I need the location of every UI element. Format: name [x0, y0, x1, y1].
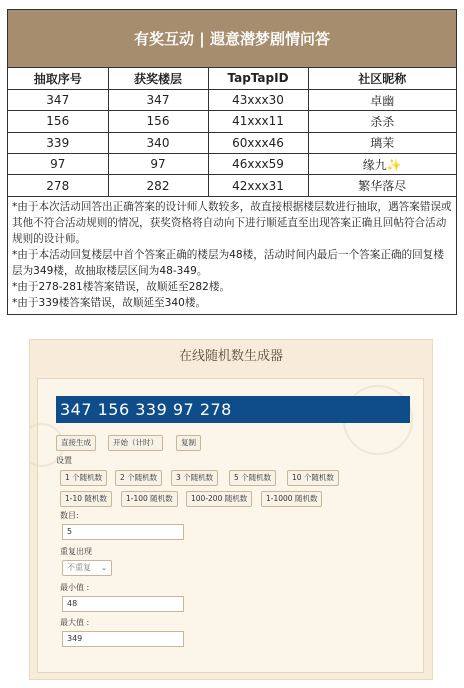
chevron-down-icon: ⌄ [101, 564, 107, 572]
cell-taptap-id: 43xxx30 [208, 89, 308, 110]
column-header-draw-number: 抽取序号 [8, 68, 108, 89]
cell-winning-floor: 340 [108, 132, 208, 153]
range-1-100-button[interactable]: 1-100 随机数 [121, 491, 178, 507]
cell-taptap-id: 46xxx59 [208, 154, 308, 175]
cell-draw-number: 339 [8, 132, 108, 153]
copy-button[interactable]: 复制 [176, 435, 201, 451]
table-row [8, 89, 456, 110]
cell-draw-number: 347 [8, 89, 108, 110]
lottery-results-notice [7, 9, 457, 315]
cell-draw-number: 156 [8, 111, 108, 132]
note-line: *由于本活动回复楼层中首个答案正确的楼层为48楼，活动时间内最后一个答案正确的回复楼层为349楼，故抽取楼层区间为48-349。 [12, 248, 444, 277]
winners-table [8, 68, 456, 197]
min-label: 最小值 : [60, 583, 90, 592]
table-header-row [8, 68, 456, 89]
start-timer-button[interactable]: 开始（计时） [108, 435, 163, 451]
preset-1-number-button[interactable]: 1 个随机数 [60, 470, 107, 486]
max-label: 最大值 : [60, 618, 90, 627]
preset-5-numbers-button[interactable]: 5 个随机数 [229, 470, 276, 486]
cell-nickname: 璃茉 [308, 132, 456, 153]
cell-taptap-id: 42xxx31 [208, 175, 308, 196]
range-1-10-button[interactable]: 1-10 随机数 [60, 491, 112, 507]
cell-nickname: 卓幽 [308, 89, 456, 110]
rules-notes [8, 197, 456, 314]
generator-panel [37, 378, 424, 673]
repeat-select[interactable] [62, 560, 112, 576]
cell-winning-floor: 347 [108, 89, 208, 110]
note-line: *由于278-281楼答案错误，故顺延至282楼。 [12, 280, 231, 293]
preset-10-numbers-button[interactable]: 10 个随机数 [287, 470, 339, 486]
table-row [8, 154, 456, 175]
preset-3-numbers-button[interactable]: 3 个随机数 [171, 470, 218, 486]
table-row [8, 111, 456, 132]
cell-winning-floor: 97 [108, 154, 208, 175]
settings-label: 设置 [56, 456, 72, 465]
table-row [8, 132, 456, 153]
repeat-label: 重复出现 [60, 547, 92, 556]
note-line: *由于339楼答案错误，故顺延至340楼。 [12, 296, 207, 309]
random-number-generator [29, 339, 433, 680]
cell-winning-floor: 282 [108, 175, 208, 196]
result-display: 347 156 339 97 278 [56, 396, 410, 423]
cell-draw-number: 97 [8, 154, 108, 175]
column-header-winning-floor: 获奖楼层 [108, 68, 208, 89]
generate-button[interactable]: 直接生成 [56, 435, 96, 451]
cell-nickname: 繁华落尽 [308, 175, 456, 196]
range-1-1000-button[interactable]: 1-1000 随机数 [261, 491, 322, 507]
preset-2-numbers-button[interactable]: 2 个随机数 [115, 470, 162, 486]
column-header-nickname: 社区昵称 [308, 68, 456, 89]
cell-taptap-id: 41xxx11 [208, 111, 308, 132]
max-value-input[interactable]: 349 [62, 631, 184, 647]
notice-title: 有奖互动 | 遐意潜梦剧情问答 [8, 10, 456, 68]
count-input[interactable]: 5 [62, 524, 184, 540]
cell-draw-number: 278 [8, 175, 108, 196]
count-label: 数目: [60, 511, 79, 520]
cell-nickname: 缘九✨ [308, 154, 456, 175]
column-header-taptap-id: TapTapID [208, 68, 308, 89]
range-100-200-button[interactable]: 100-200 随机数 [186, 491, 252, 507]
note-line: *由于本次活动回答出正确答案的设计师人数较多，故直接根据楼层数进行抽取，遇答案错误或其他不符合活动规则的情况，获奖资格将自动向下进行顺延直至出现答案正确且回帖符合活动规则的设计师。 [12, 200, 452, 245]
cell-nickname: 杀杀 [308, 111, 456, 132]
cell-winning-floor: 156 [108, 111, 208, 132]
table-row [8, 175, 456, 196]
repeat-select-value: 不重复 [67, 563, 91, 572]
min-value-input[interactable]: 48 [62, 596, 184, 612]
generator-title: 在线随机数生成器 [178, 349, 283, 364]
cell-taptap-id: 60xxx46 [208, 132, 308, 153]
